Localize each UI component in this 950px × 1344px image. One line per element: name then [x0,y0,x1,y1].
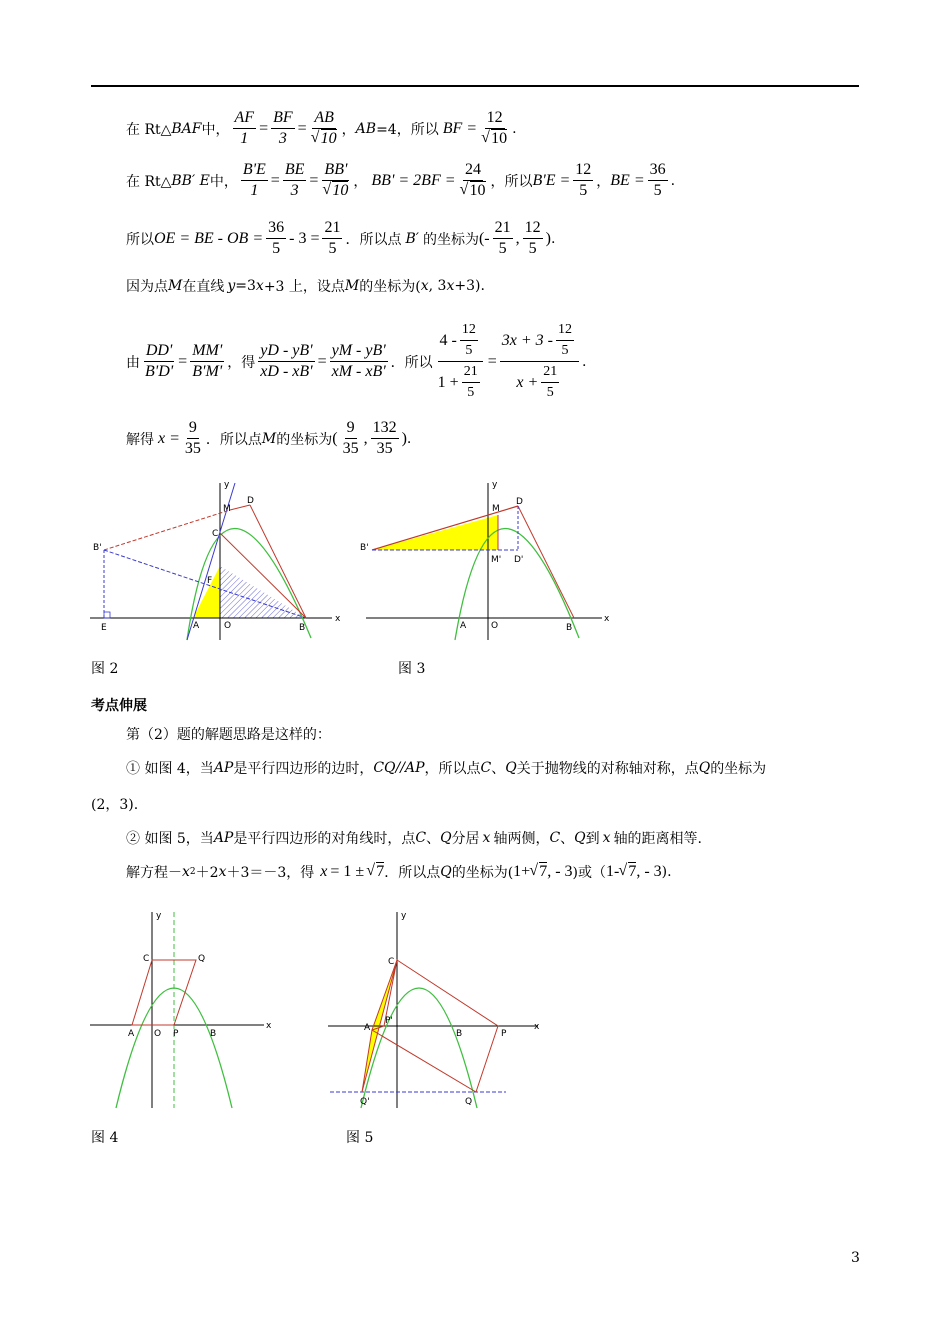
label: D' [514,555,524,565]
label: C [388,957,395,967]
label: F [207,576,213,586]
label: D [516,497,523,507]
label: B [299,623,306,633]
section-heading: 考点伸展 [91,698,147,714]
ext-line-4: ② 如图 5，当 AP 是平行四边形的对角线时，点 C 、 Q 分居 x 轴两侧， C 、 Q 到 x 轴的距离相等. [126,830,703,847]
figure-5 [326,908,546,1113]
fraction: $\frac{BF}{3}$ [273,109,293,147]
big-fraction-1: 4 - $\frac{12}{5}$ 1 + $\frac{21}{5}$ [436,320,485,403]
caption-fig5: 图 5 [346,1130,374,1146]
label: B' [93,543,102,553]
caption-fig3: 图 3 [398,661,426,677]
caption-fig2: 图 2 [91,661,119,677]
line-DB [518,506,574,618]
figure-2 [90,478,350,643]
label: x [335,614,341,624]
label: y [224,480,230,490]
label: Q' [360,1097,370,1107]
page-number: 3 [851,1250,860,1266]
label: B [566,623,573,633]
label: B [210,1029,217,1039]
label: O [224,621,232,631]
label: x [604,614,610,624]
label: M' [491,555,502,565]
label: P [501,1029,507,1039]
label: A [193,621,200,631]
big-fraction-2: 3x + 3 - $\frac{12}{5}$ x + $\frac{21}{5}$ [500,320,579,403]
text: 中， [201,121,230,138]
label: E [101,623,107,633]
label: O [154,1029,162,1039]
eq-line-1: 在 Rt△ BAF 中， $\frac{AF}{1}$ = $\frac{BF}{3}$ = AB √ 10 ， AB =4，所以 BF = 12 √ 10 . [126,108,517,149]
label: C [143,954,150,964]
eq-line-3: 所以 OE = BE - OB = $\frac{36}{5}$ - 3 = $\frac{21}{5}$ ．所以点 B′ 的坐标为 (- $\frac{21}{5}$ , $\frac{12}{5}$ ) . [126,219,556,257]
label: D [247,496,254,506]
text: 在 Rt△ [126,121,172,138]
eq-line-4: 因为点 M 在直线 y =3 x +3 上，设点 M 的坐标为( x , 3 x +3). [126,278,485,295]
ext-line-5: 解方程－ x 2 ＋2 x ＋3＝－3，得 x = 1 ± √ 7 ．所以点 Q 的坐标为( 1+ √ 7 , - 3 )或（ 1- √ 7 , - 3 ). [126,862,672,882]
label: B' [360,543,369,553]
label: x [534,1022,540,1032]
label: A [128,1029,135,1039]
eq-line-6: 解得 x = $\frac{9}{35}$ ．所以点 M 的坐标为 ( $\frac{9}{35}$ , $\frac{132}{35}$ ) . [126,419,412,457]
label: y [156,911,162,921]
ext-line-1: 第（2）题的解题思路是这样的： [126,727,331,743]
label: C [212,529,219,539]
label: M [223,504,231,514]
label: x [266,1021,272,1031]
figure-3 [358,478,618,643]
label: O [491,621,499,631]
ext-line-2: ① 如图 4，当 AP 是平行四边形的边时， CQ//AP ，所以点 C 、 Q 关于抛物线的对称轴对称，点 Q 的坐标为 [126,760,767,777]
fraction: 12 √ 10 [480,108,509,149]
eq-line-2: 在 Rt△ BB′ E 中， $\frac{B'E}{1}$ = $\frac{BE}{3}$ = BB' √ 10 ， BB' = 2BF = 24 √ 10 ，所以 B'E = $\frac{12}{5}$ ， BE = $\frac{36}{5}$ . [126,160,675,201]
label: A [460,621,467,631]
header-rule [91,85,859,87]
fraction: $\frac{AF}{1}$ [234,109,255,147]
caption-fig4: 图 4 [91,1130,119,1146]
label: P [173,1029,179,1039]
label: M [492,504,500,514]
label: P' [385,1016,393,1026]
label: A [364,1023,371,1033]
parabola [361,988,477,1108]
label: y [401,911,407,921]
fraction: AB √ 10 [310,108,339,149]
label: Q [198,954,206,964]
eq-line-5: 由 $\frac{DD'}{B'D'}$ = $\frac{MM'}{B'M'}$ ，得 $\frac{yD - yB'}{xD - xB'}$ = $\frac{yM - yB'}{xM - xB'}$ ．所以 4 - $\frac{12}{5}$ 1 + $\frac{21}{5}$ = 3x + 3 - $\frac{12}{5}$ x + $\frac{21}{5}$ . [126,320,586,403]
label: y [492,480,498,490]
ext-line-3: (2，3). [91,797,139,813]
yellow-region [193,566,220,618]
label: Q [465,1097,473,1107]
label: B [456,1029,463,1039]
parallelogram [132,960,196,1025]
figure-4 [88,908,278,1113]
text: BAF [171,120,202,137]
